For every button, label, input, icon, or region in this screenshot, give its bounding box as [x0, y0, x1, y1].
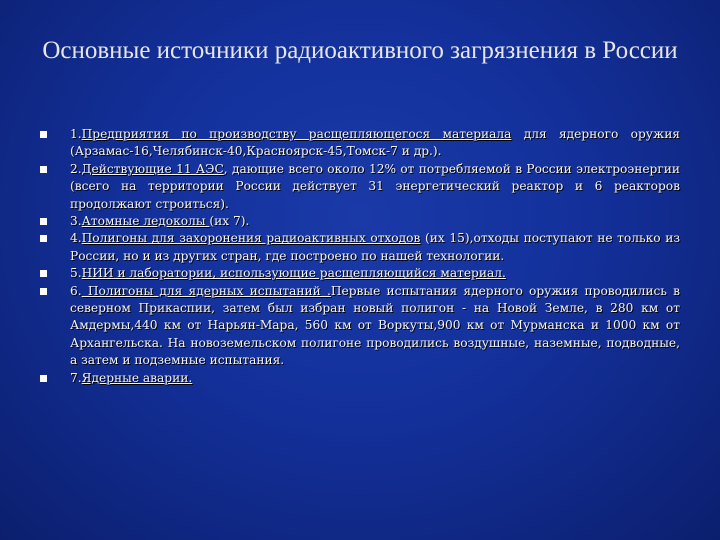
list-item-5: [40, 265, 680, 282]
list-item-3: [40, 213, 680, 230]
bullet-square-icon: [40, 166, 47, 173]
bullet-square-icon: [40, 235, 47, 242]
list-item-7: [40, 370, 680, 387]
item-link[interactable]: Предприятия по производству расщепляющегося материала: [81, 127, 512, 141]
list-item-4: [40, 230, 680, 265]
item-number: 5.: [70, 266, 82, 281]
bullet-square-icon: [40, 131, 47, 138]
list-item-6: [40, 283, 680, 370]
item-link[interactable]: Атомные ледоколы: [81, 214, 210, 229]
bullet-square-icon: [40, 270, 47, 277]
item-number: 4.: [70, 231, 82, 246]
item-number: 3.: [70, 214, 82, 229]
bullet-square-icon: [40, 375, 47, 382]
sources-list: [40, 126, 680, 387]
bullet-square-icon: [40, 288, 47, 295]
item-number: 7.: [70, 370, 82, 385]
bullet-square-icon: [40, 218, 47, 225]
item-link[interactable]: Полигоны для ядерных испытаний .: [81, 283, 331, 298]
list-item-2: [40, 161, 680, 213]
item-text: Первые испытания ядерного оружия проводились в северном Прикаспии, затем был избран новый полигон - на Новой Земле, в 280 км от Амдермы,440 км от Нарьян-Мара, 560 км от Воркуты,900 км от Мурманска и 1000 км от Архангельска. На новоземельском полигоне проводились воздушные, наземные, подводные, а затем и подземные испытания.: [70, 283, 680, 368]
item-text: , дающие всего около 12% от потребляемой в России электроэнергии (всего на территории России действует 31 энергетический реактор и 6 реакторов продолжают строиться).: [70, 161, 680, 211]
item-number: 2.: [70, 161, 82, 176]
item-link[interactable]: Действующие 11 АЭС: [81, 161, 224, 176]
item-number: 6.: [70, 283, 82, 298]
item-text: (их 15),отходы поступают не только из России, но и из других стран, где построено по нашей технологии.: [70, 231, 680, 263]
item-text: для ядерного оружия (Арзамас-16,Челябинск-40,Красноярск-45,Томск-7 и др.).: [70, 127, 680, 159]
list-item-1: [40, 126, 680, 161]
item-number: 1.: [70, 127, 82, 141]
item-link[interactable]: Ядерные аварии.: [81, 370, 193, 385]
slide-title: Основные источники радиоактивного загрязнения в России: [42, 37, 678, 64]
item-link[interactable]: Полигоны для захоронения радиоактивных отходов: [81, 231, 421, 246]
item-text: (их 7).: [209, 214, 250, 229]
item-link[interactable]: НИИ и лаборатории, использующие расщепляющийся материал.: [81, 266, 506, 281]
